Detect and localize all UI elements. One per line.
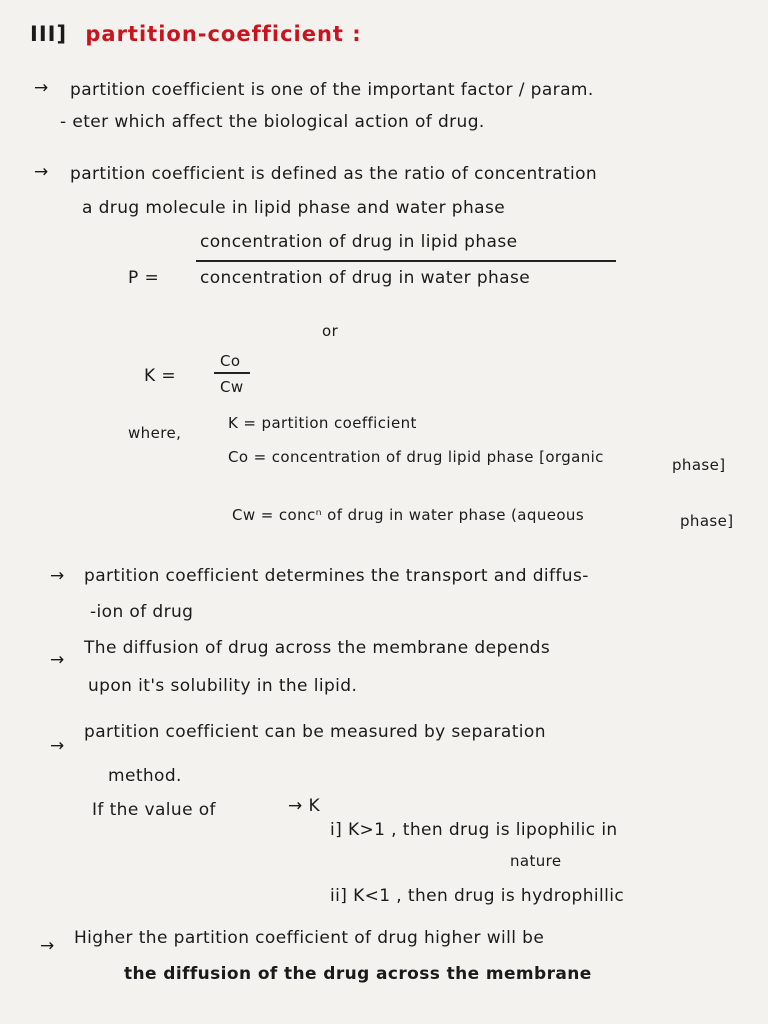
formula-k-numerator: Co bbox=[220, 352, 241, 370]
bullet-arrow: → bbox=[50, 566, 65, 586]
p1-line1: partition coefficient is one of the important factor / param. bbox=[70, 80, 594, 100]
bullet-arrow: → bbox=[50, 736, 65, 756]
fraction-bar bbox=[196, 260, 616, 262]
bullet-arrow: → bbox=[34, 162, 49, 182]
where-label: where, bbox=[128, 424, 182, 442]
section-heading bbox=[30, 22, 362, 46]
p2-line2: a drug molecule in lipid phase and water phase bbox=[82, 198, 506, 218]
formula-k-lhs: K = bbox=[144, 366, 176, 386]
p3-line1: partition coefficient determines the transport and diffus- bbox=[84, 566, 589, 586]
p1-line2: - eter which affect the biological action of drug. bbox=[60, 112, 485, 132]
p4-line2: upon it's solubility in the lipid. bbox=[88, 676, 358, 696]
co-definition-cont: phase] bbox=[672, 456, 726, 474]
section-number: III] bbox=[30, 22, 68, 46]
condition-2: ii] K<1 , then drug is hydrophillic bbox=[330, 886, 625, 906]
p2-line1: partition coefficient is defined as the ratio of concentration bbox=[70, 164, 598, 184]
formula-p-numerator: concentration of drug in lipid phase bbox=[200, 232, 518, 252]
bullet-arrow: → bbox=[34, 78, 49, 98]
p5-line2: method. bbox=[108, 766, 182, 786]
formula-p-denominator: concentration of drug in water phase bbox=[200, 268, 531, 288]
p5-line1: partition coefficient can be measured by separation bbox=[84, 722, 546, 742]
cw-definition: Cw = concⁿ of drug in water phase (aqueous bbox=[232, 506, 585, 524]
co-definition: Co = concentration of drug lipid phase [organic bbox=[228, 448, 604, 466]
section-title: partition-coefficient : bbox=[85, 22, 362, 46]
cw-definition-cont: phase] bbox=[680, 512, 734, 530]
p3-line2: -ion of drug bbox=[90, 602, 194, 622]
k-definition: K = partition coefficient bbox=[228, 414, 417, 432]
condition-arrow-k: → K bbox=[288, 796, 320, 816]
or-text: or bbox=[322, 322, 339, 340]
formula-k-denominator: Cw bbox=[220, 378, 244, 396]
p6-line1: Higher the partition coefficient of drug higher will be bbox=[74, 928, 545, 948]
condition-intro: If the value of bbox=[92, 800, 216, 820]
condition-1-cont: nature bbox=[510, 852, 562, 870]
bullet-arrow: → bbox=[50, 650, 65, 670]
bullet-arrow: → bbox=[40, 936, 55, 956]
p6-line2: the diffusion of the drug across the membrane bbox=[124, 964, 592, 984]
fraction-bar bbox=[214, 372, 250, 374]
condition-1: i] K>1 , then drug is lipophilic in bbox=[330, 820, 618, 840]
formula-p-lhs: P = bbox=[128, 268, 160, 288]
p4-line1: The diffusion of drug across the membrane depends bbox=[84, 638, 551, 658]
